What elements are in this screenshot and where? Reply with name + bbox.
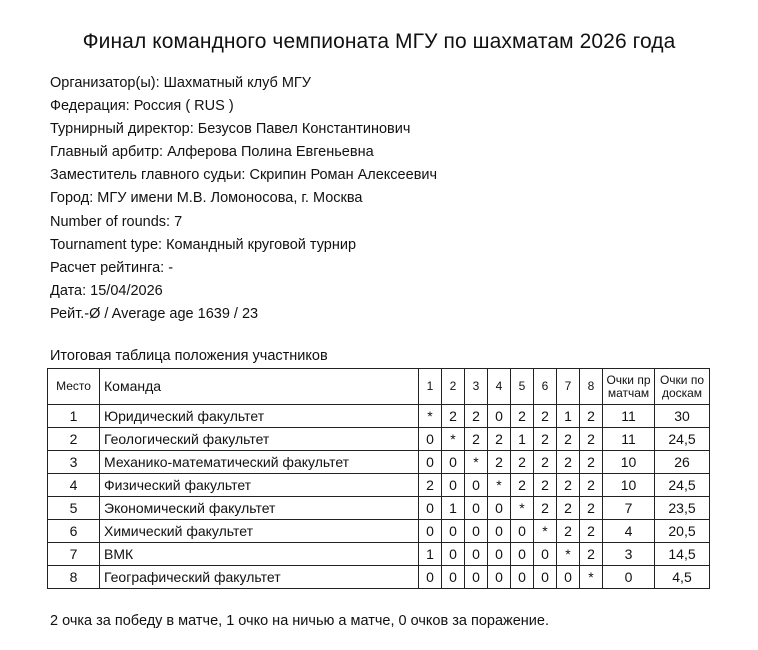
match-points-cell: 0: [603, 566, 655, 589]
result-cell: 0: [465, 497, 488, 520]
result-cell: 0: [465, 520, 488, 543]
table-row: [48, 497, 710, 520]
result-cell: 0: [465, 566, 488, 589]
result-cell: 2: [511, 451, 534, 474]
place-cell: 7: [48, 543, 100, 566]
result-cell: 0: [442, 543, 465, 566]
team-name-cell: Экономический факультет: [100, 497, 419, 520]
match-points-cell: 10: [603, 474, 655, 497]
result-cell: 0: [419, 566, 442, 589]
result-cell: *: [557, 543, 580, 566]
result-cell: 2: [580, 428, 603, 451]
header-round: 8: [580, 369, 603, 405]
result-cell: 1: [511, 428, 534, 451]
info-rounds: Number of rounds: 7: [50, 213, 183, 230]
result-cell: 0: [488, 497, 511, 520]
result-cell: *: [442, 428, 465, 451]
place-cell: 2: [48, 428, 100, 451]
result-cell: 0: [442, 451, 465, 474]
result-cell: 2: [534, 428, 557, 451]
result-cell: 2: [511, 405, 534, 428]
result-cell: 0: [419, 497, 442, 520]
tournament-info: [50, 72, 437, 326]
header-round: 7: [557, 369, 580, 405]
result-cell: 0: [465, 474, 488, 497]
header-round: 2: [442, 369, 465, 405]
table-row: [48, 405, 710, 428]
info-deputy-arbiter: Заместитель главного судьи: Скрипин Роман Алексеевич: [50, 167, 438, 184]
team-name-cell: Географический факультет: [100, 566, 419, 589]
header-match-points-line1: Очки пр: [606, 372, 651, 387]
result-cell: 1: [419, 543, 442, 566]
header-match-points-line2: матчам: [607, 385, 650, 400]
table-row: [48, 428, 710, 451]
result-cell: 2: [419, 474, 442, 497]
result-cell: 0: [488, 520, 511, 543]
result-cell: 2: [580, 543, 603, 566]
result-cell: 0: [534, 543, 557, 566]
result-cell: 2: [580, 405, 603, 428]
result-cell: 2: [557, 497, 580, 520]
board-points-cell: 30: [655, 405, 710, 428]
result-cell: 2: [465, 428, 488, 451]
info-federation: Федерация: Россия ( RUS ): [50, 98, 234, 115]
place-cell: 6: [48, 520, 100, 543]
place-cell: 5: [48, 497, 100, 520]
result-cell: *: [580, 566, 603, 589]
board-points-cell: 26: [655, 451, 710, 474]
header-round: 5: [511, 369, 534, 405]
board-points-cell: 24,5: [655, 428, 710, 451]
result-cell: 0: [442, 474, 465, 497]
result-cell: 2: [488, 428, 511, 451]
result-cell: 0: [442, 520, 465, 543]
result-cell: 0: [465, 543, 488, 566]
team-name-cell: Юридический факультет: [100, 405, 419, 428]
result-cell: *: [511, 497, 534, 520]
result-cell: 2: [534, 497, 557, 520]
table-row: [48, 451, 710, 474]
scoring-footnote: 2 очка за победу в матче, 1 очко на ничью а матче, 0 очков за поражение.: [50, 613, 549, 629]
team-name-cell: Геологический факультет: [100, 428, 419, 451]
result-cell: 1: [442, 497, 465, 520]
header-match-points: [603, 369, 655, 405]
team-name-cell: Механико-математический факультет: [100, 451, 419, 474]
result-cell: 2: [534, 451, 557, 474]
header-round: 1: [419, 369, 442, 405]
header-board-points-line2: доскам: [661, 385, 703, 400]
place-cell: 8: [48, 566, 100, 589]
header-place: Место: [48, 369, 100, 405]
standings-table: [47, 368, 710, 589]
result-cell: 0: [511, 566, 534, 589]
match-points-cell: 4: [603, 520, 655, 543]
result-cell: 2: [557, 451, 580, 474]
header-board-points-line1: Очки по: [659, 372, 705, 387]
result-cell: 0: [557, 566, 580, 589]
match-points-cell: 10: [603, 451, 655, 474]
result-cell: *: [488, 474, 511, 497]
result-cell: *: [465, 451, 488, 474]
match-points-cell: 11: [603, 405, 655, 428]
result-cell: 2: [488, 451, 511, 474]
match-points-cell: 7: [603, 497, 655, 520]
info-city: Город: МГУ имени М.В. Ломоносова, г. Москва: [50, 190, 363, 207]
result-cell: 0: [534, 566, 557, 589]
table-header-row: [48, 369, 710, 405]
result-cell: 0: [419, 520, 442, 543]
result-cell: 1: [557, 405, 580, 428]
result-cell: *: [534, 520, 557, 543]
header-round: 6: [534, 369, 557, 405]
match-points-cell: 3: [603, 543, 655, 566]
place-cell: 1: [48, 405, 100, 428]
table-row: [48, 520, 710, 543]
info-rating-calc: Расчет рейтинга: -: [50, 259, 174, 276]
result-cell: 0: [488, 543, 511, 566]
result-cell: 2: [557, 520, 580, 543]
team-name-cell: Химический факультет: [100, 520, 419, 543]
result-cell: 2: [557, 474, 580, 497]
result-cell: 0: [488, 566, 511, 589]
board-points-cell: 20,5: [655, 520, 710, 543]
result-cell: 2: [442, 405, 465, 428]
info-organizer: Организатор(ы): Шахматный клуб МГУ: [50, 75, 311, 91]
result-cell: 2: [534, 405, 557, 428]
result-cell: 2: [580, 451, 603, 474]
header-round: 4: [488, 369, 511, 405]
board-points-cell: 24,5: [655, 474, 710, 497]
result-cell: 2: [465, 405, 488, 428]
info-tournament-type: Tournament type: Командный круговой турнир: [50, 236, 357, 253]
table-caption: Итоговая таблица положения участников: [50, 348, 328, 364]
result-cell: *: [419, 405, 442, 428]
board-points-cell: 23,5: [655, 497, 710, 520]
board-points-cell: 4,5: [655, 566, 710, 589]
info-average: Рейт.-Ø / Average age 1639 / 23: [50, 305, 259, 322]
info-chief-arbiter: Главный арбитр: Алферова Полина Евгеньевна: [50, 144, 374, 161]
board-points-cell: 14,5: [655, 543, 710, 566]
table-row: [48, 566, 710, 589]
result-cell: 2: [580, 520, 603, 543]
result-cell: 2: [557, 428, 580, 451]
team-name-cell: ВМК: [100, 543, 419, 566]
result-cell: 0: [442, 566, 465, 589]
header-team: Команда: [100, 369, 419, 405]
result-cell: 2: [534, 474, 557, 497]
result-cell: 2: [580, 497, 603, 520]
result-cell: 2: [580, 474, 603, 497]
table-row: [48, 543, 710, 566]
result-cell: 2: [511, 474, 534, 497]
result-cell: 0: [419, 428, 442, 451]
result-cell: 0: [511, 543, 534, 566]
match-points-cell: 11: [603, 428, 655, 451]
place-cell: 4: [48, 474, 100, 497]
page-title: Финал командного чемпионата МГУ по шахматам 2026 года: [82, 30, 676, 53]
team-name-cell: Физический факультет: [100, 474, 419, 497]
header-round: 3: [465, 369, 488, 405]
table-row: [48, 474, 710, 497]
info-director: Турнирный директор: Безусов Павел Константинович: [50, 121, 411, 138]
place-cell: 3: [48, 451, 100, 474]
result-cell: 0: [419, 451, 442, 474]
result-cell: 0: [511, 520, 534, 543]
result-cell: 0: [488, 405, 511, 428]
header-board-points: [655, 369, 710, 405]
info-date: Дата: 15/04/2026: [50, 282, 163, 299]
